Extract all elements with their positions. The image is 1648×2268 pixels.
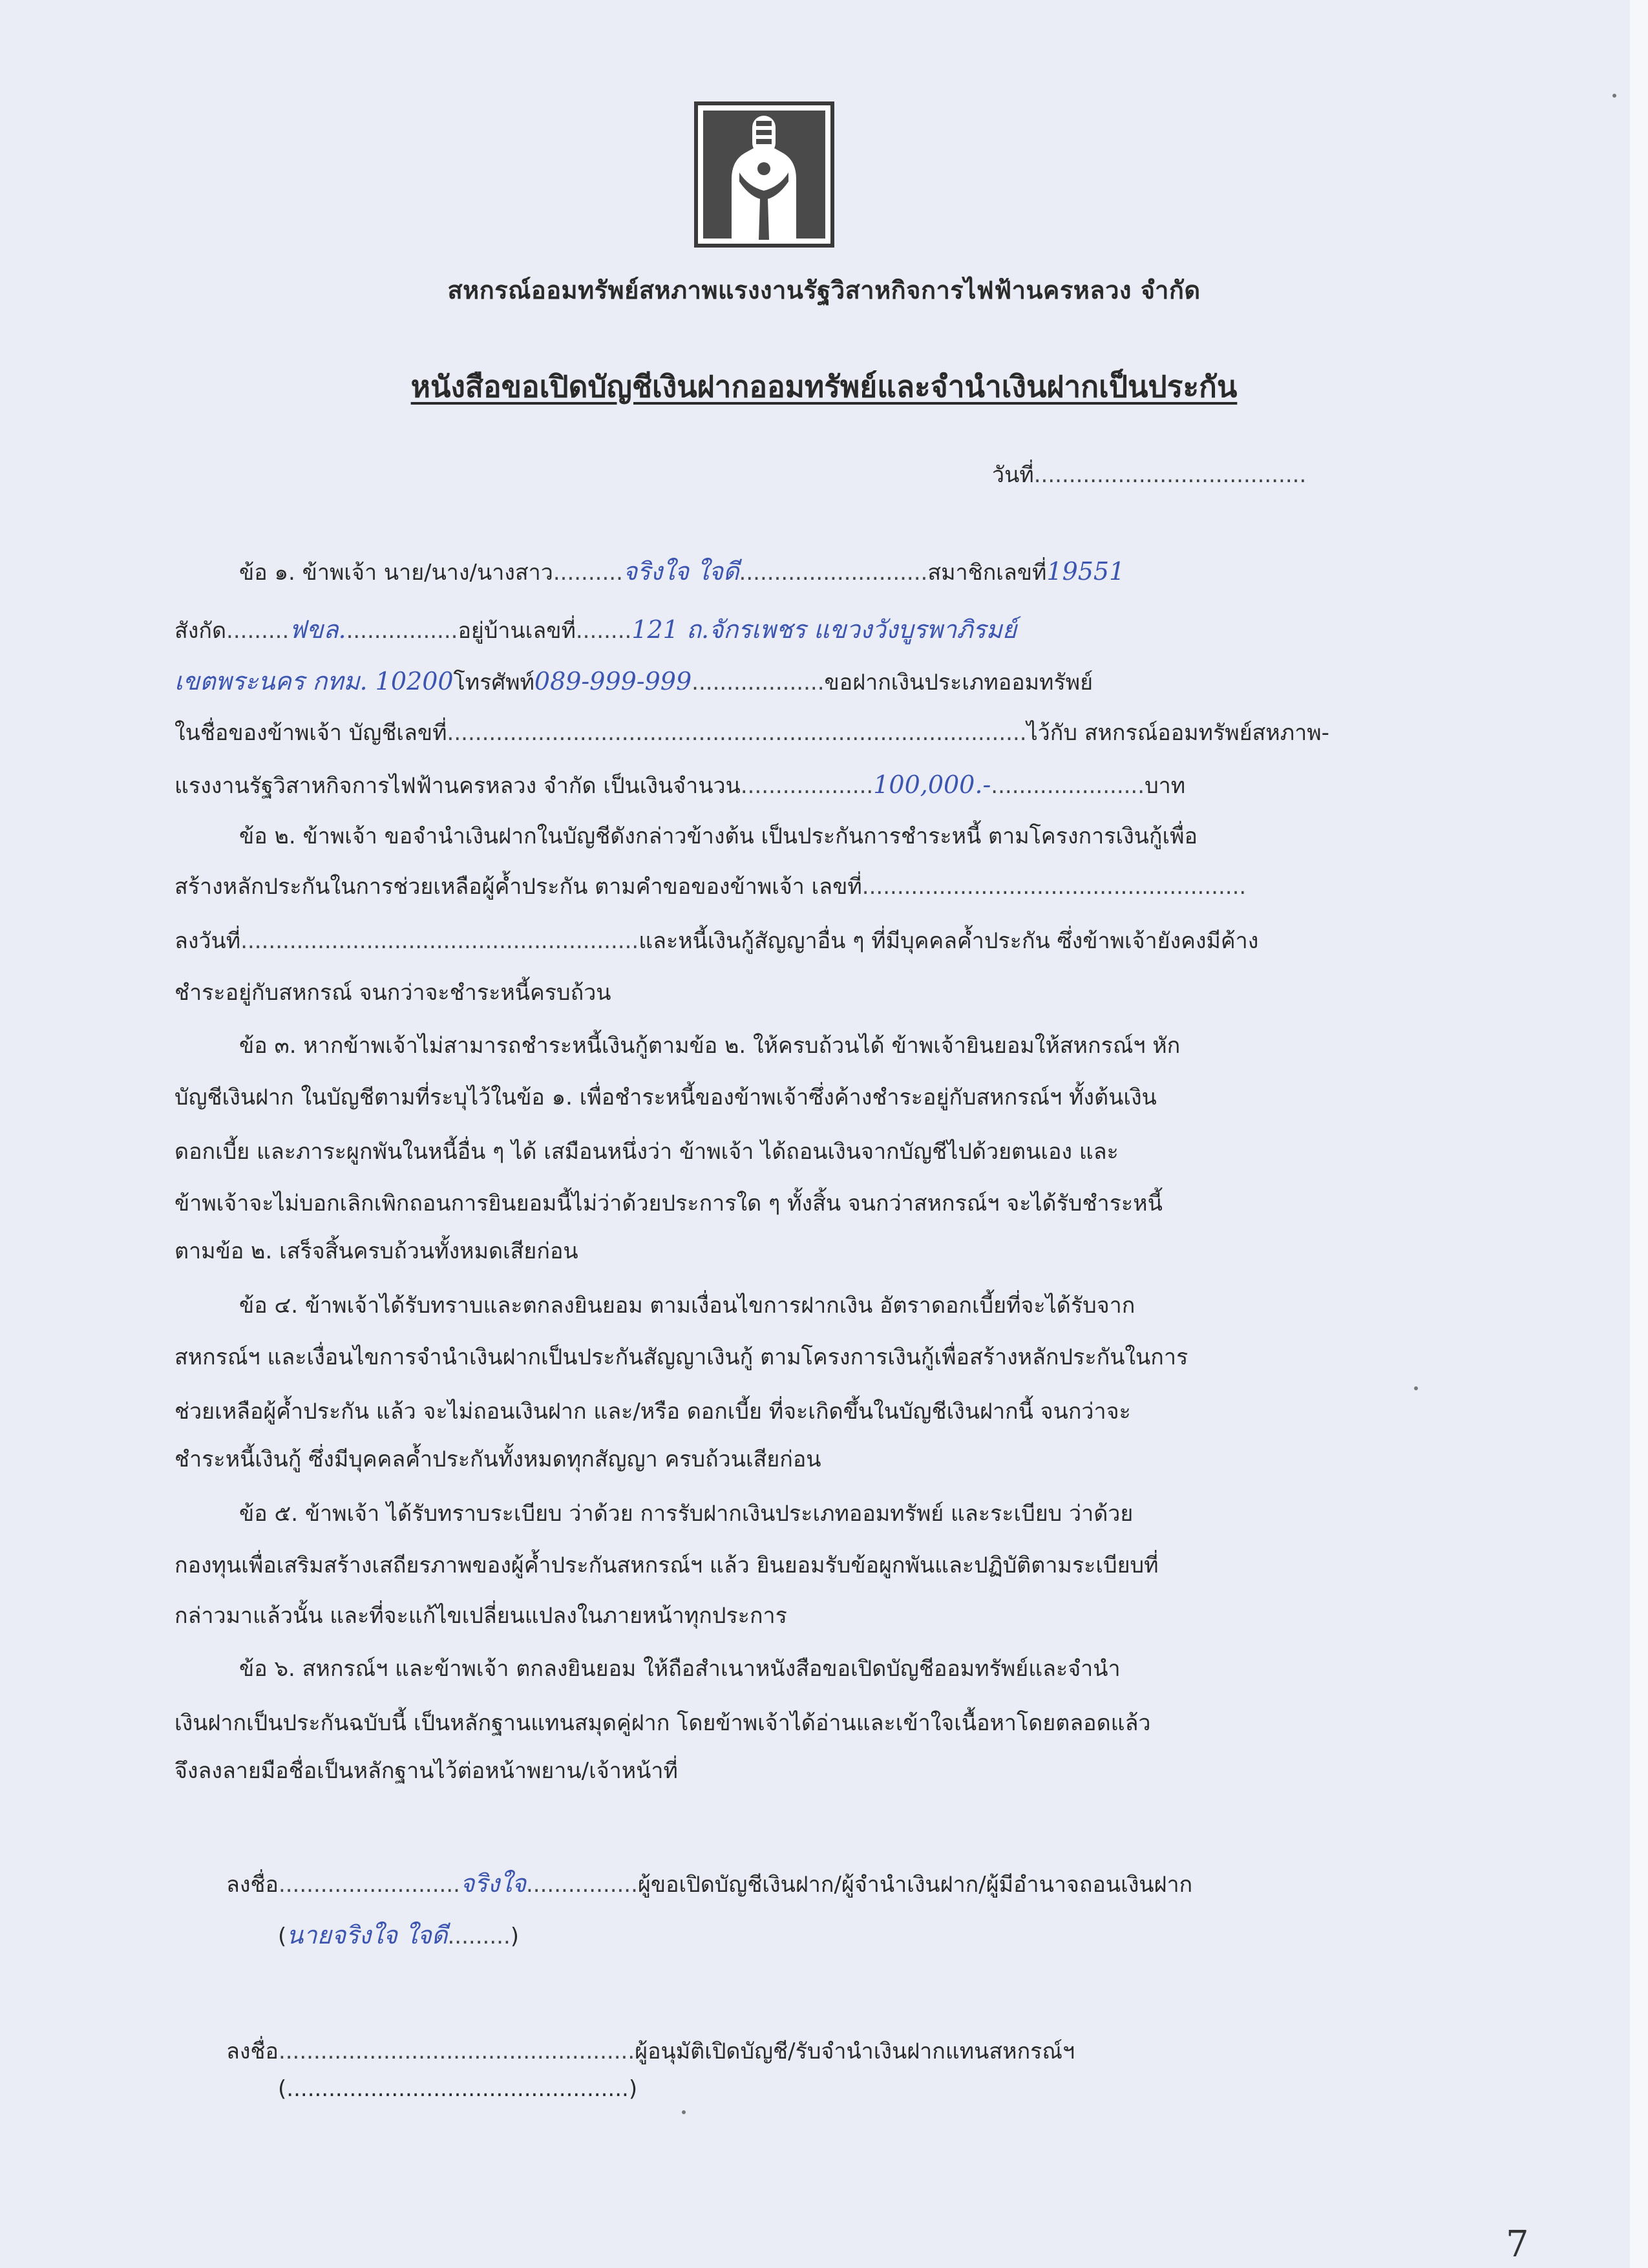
clause1-prefix: ข้อ ๑. ข้าพเจ้า นาย/นาง/นางสาว [239, 560, 553, 586]
clause2-line1: ข้อ ๒. ข้าพเจ้า ขอจำนำเงินฝากในบัญชีดังกล่าวข้างต้น เป็นประกันการชำระหนี้ ตามโครงการเงินกู้เพื่อ [239, 823, 1198, 849]
page-number: 7 [1506, 2223, 1529, 2265]
applicant-printed-name-handwritten: นายจริงใจ ใจดี [286, 1921, 448, 1949]
page-edge [1630, 0, 1648, 2268]
blank: ........ [575, 618, 632, 644]
approver-name-line: (.................................................) [278, 2076, 638, 2102]
paren: ( [278, 1924, 287, 1949]
clause4-line: สหกรณ์ฯ และเงื่อนไขการจำนำเงินฝากเป็นประกันสัญญาเงินกู้ ตามโครงการเงินกู้เพื่อสร้างหลักประกันในการ [174, 1344, 1188, 1370]
dated-label: ลงวันที่ [174, 928, 241, 954]
blank: .......... [553, 560, 623, 586]
paren: ) [510, 1924, 520, 1949]
clause6-line: จึงลงลายมือชื่อเป็นหลักฐานไว้ต่อหน้าพยาน/เจ้าหน้าที่ [174, 1758, 678, 1784]
scan-speck [682, 2110, 686, 2114]
date-field [992, 457, 1306, 492]
cooperative-hands-logo-icon [694, 101, 834, 248]
clause1-line3 [174, 666, 1093, 698]
clause3-line: ข้อ ๓. หากข้าพเจ้าไม่สามารถชำระหนี้เงินกู้ตามข้อ ๒. ให้ครบถ้วนได้ ข้าพเจ้ายินยอมให้สหกรณ์ฯ หัก [239, 1033, 1181, 1059]
member-no-label: สมาชิกเลขที่ [927, 560, 1047, 586]
clause4-line: ข้อ ๔. ข้าพเจ้าได้รับทราบและตกลงยินยอม ตามเงื่อนไขการฝากเงิน อัตราดอกเบี้ยที่จะได้รับจาก [239, 1293, 1136, 1319]
scan-speck [1612, 94, 1616, 98]
blank: ................... [740, 773, 874, 799]
sign-label: ลงชื่อ [226, 2039, 279, 2064]
document-title: หนังสือขอเปิดบัญชีเงินฝากออมทรัพย์และจำนำเงินฝากเป็นประกัน [410, 369, 1238, 404]
applicant-role: ผู้ขอเปิดบัญชีเงินฝาก/ผู้จำนำเงินฝาก/ผู้มีอำนาจถอนเงินฝาก [637, 1872, 1193, 1898]
district-handwritten: เขตพระนคร กทม. 10200 [174, 667, 454, 695]
clause2-text: สร้างหลักประกันในการช่วยเหลือผู้ค้ำประกัน ตามคำขอของข้าพเจ้า เลขที่ [174, 874, 862, 900]
deposit-type-text: ขอฝากเงินประเภทออมทรัพย์ [824, 670, 1093, 695]
clause2-line2 [174, 871, 1246, 902]
clause1-line2 [174, 614, 1017, 646]
phone-label: โทรศัพท์ [453, 670, 534, 695]
applicant-signature-line [226, 1868, 1192, 1900]
amount-label: แรงงานรัฐวิสาหกิจการไฟฟ้านครหลวง จำกัด เป็นเงินจำนวน [174, 773, 741, 799]
date-blank: ....................................... [1033, 462, 1307, 488]
house-no-label: อยู่บ้านเลขที่ [458, 618, 576, 644]
blank: ........................... [739, 560, 928, 586]
approver-role: ผู้อนุมัติเปิดบัญชี/รับจำนำเงินฝากแทนสหกรณ์ฯ [635, 2039, 1075, 2064]
account-no-label: ในชื่อของข้าพเจ้า บัญชีเลขที่ [174, 720, 447, 746]
department-label: สังกัด [174, 618, 227, 644]
member-no-handwritten: 19551 [1046, 557, 1125, 586]
clause1-line5 [174, 769, 1185, 801]
applicant-name-handwritten: จริงใจ ใจดี [622, 557, 739, 586]
blank: ......... [447, 1924, 511, 1949]
clause1-text: ไว้กับ สหกรณ์ออมทรัพย์สหภาพ- [1026, 720, 1329, 746]
clause5-line: กองทุนเพื่อเสริมสร้างเสถียรภาพของผู้ค้ำประกันสหกรณ์ฯ แล้ว ยินยอมรับข้อผูกพันและปฏิบัติตามระเบียบที่ [174, 1553, 1159, 1578]
organization-name: สหกรณ์ออมทรัพย์สหภาพแรงงานรัฐวิสาหกิจการไฟฟ้านครหลวง จำกัด [447, 276, 1201, 304]
blank: .......................... [278, 1872, 460, 1898]
clause3-line: ดอกเบี้ย และภาระผูกพันในหนี้อื่น ๆ ได้ เสมือนหนึ่งว่า ข้าพเจ้า ได้ถอนเงินจากบัญชีไปด้วยตนเอง และ [174, 1139, 1119, 1165]
clause2-line3 [174, 926, 1258, 957]
dated-blank: ......................................................... [240, 928, 639, 954]
clause1-line1 [239, 556, 1125, 588]
blank: ................ [526, 1872, 638, 1898]
department-handwritten: ฟขล. [289, 615, 346, 644]
sign-label: ลงชื่อ [226, 1872, 279, 1898]
clause3-line: ตามข้อ ๒. เสร็จสิ้นครบถ้วนทั้งหมดเสียก่อน [174, 1238, 578, 1264]
blank: ...................... [991, 773, 1145, 799]
clause3-line: บัญชีเงินฝาก ในบัญชีตามที่ระบุไว้ในข้อ ๑. เพื่อชำระหนี้ของข้าพเจ้าซึ่งค้างชำระอยู่กับสหกรณ์ฯ ทั้งต้นเงิน [174, 1085, 1157, 1110]
currency-label: บาท [1145, 773, 1186, 799]
approver-signature-blank: ................................................... [278, 2039, 635, 2064]
clause1-line4 [174, 717, 1329, 748]
blank: ................... [692, 670, 825, 695]
clause5-line: กล่าวมาแล้วนั้น และที่จะแก้ไขเปลี่ยนแปลงในภายหน้าทุกประการ [174, 1603, 787, 1629]
approver-signature-line [226, 2036, 1075, 2067]
clause4-line: ชำระหนี้เงินกู้ ซึ่งมีบุคคลค้ำประกันทั้งหมดทุกสัญญา ครบถ้วนเสียก่อน [174, 1447, 821, 1472]
amount-handwritten: 100,000.- [873, 770, 991, 799]
account-no-blank: ................................................................................... [447, 720, 1027, 746]
blank: ................ [346, 618, 458, 644]
phone-handwritten: 089-999-999 [534, 667, 692, 695]
date-label: วันที่ [992, 462, 1034, 488]
request-no-blank: ....................................................... [861, 874, 1247, 900]
clause2-text: และหนี้เงินกู้สัญญาอื่น ๆ ที่มีบุคคลค้ำประกัน ซึ่งข้าพเจ้ายังคงมีค้าง [639, 928, 1259, 954]
scan-speck [1414, 1386, 1418, 1390]
clause5-line: ข้อ ๕. ข้าพเจ้า ได้รับทราบระเบียบ ว่าด้วย การรับฝากเงินประเภทออมทรัพย์ และระเบียบ ว่าด้วย [239, 1501, 1134, 1527]
blank: ......... [226, 618, 290, 644]
applicant-name-line [278, 1920, 519, 1952]
clause2-line4: ชำระอยู่กับสหกรณ์ จนกว่าจะชำระหนี้ครบถ้วน [174, 980, 611, 1006]
address-handwritten: 121 ถ.จักรเพชร แขวงวังบูรพาภิรมย์ [631, 615, 1017, 644]
clause4-line: ช่วยเหลือผู้ค้ำประกัน แล้ว จะไม่ถอนเงินฝาก และ/หรือ ดอกเบี้ย ที่จะเกิดขึ้นในบัญชีเงินฝากนี้ จนกว่าจะ [174, 1399, 1131, 1425]
clause6-line: เงินฝากเป็นประกันฉบับนี้ เป็นหลักฐานแทนสมุดคู่ฝาก โดยข้าพเจ้าได้อ่านและเข้าใจเนื้อหาโดยตลอดแล้ว [174, 1710, 1151, 1736]
applicant-signature-handwritten: จริงใจ [460, 1869, 526, 1898]
clause3-line: ข้าพเจ้าจะไม่บอกเลิกเพิกถอนการยินยอมนี้ไม่ว่าด้วยประการใด ๆ ทั้งสิ้น จนกว่าสหกรณ์ฯ จะได้รับชำระหนี้ [174, 1191, 1163, 1216]
clause6-line: ข้อ ๖. สหกรณ์ฯ และข้าพเจ้า ตกลงยินยอม ให้ถือสำเนาหนังสือขอเปิดบัญชีออมทรัพย์และจำนำ [239, 1656, 1121, 1682]
